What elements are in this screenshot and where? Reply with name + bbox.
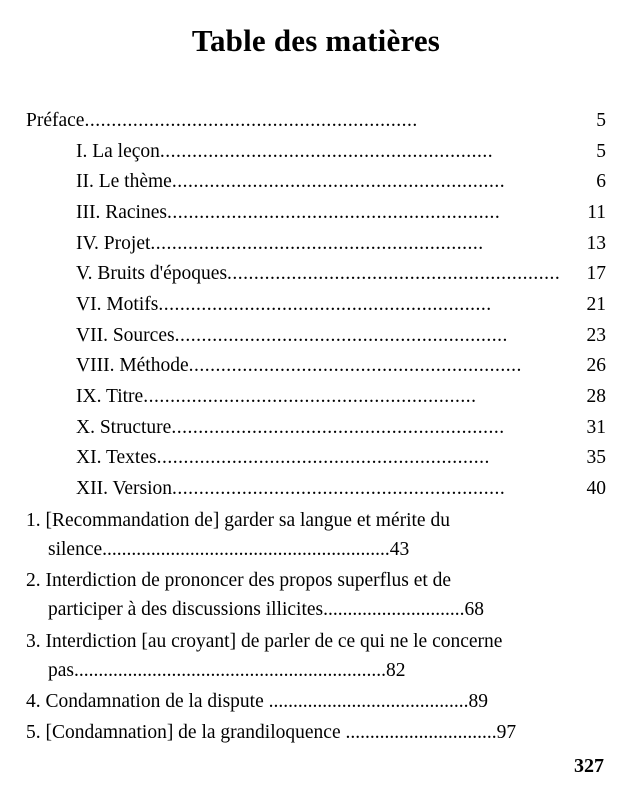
- toc-leader: ..............................................................: [143, 385, 477, 407]
- toc-entry-label: XI. Textes: [76, 447, 157, 469]
- toc-leader: ...........................................................: [102, 538, 390, 560]
- toc-entry-x[interactable]: [76, 414, 606, 443]
- toc-leader: .............................: [323, 599, 465, 621]
- toc-page-number: 5: [596, 140, 606, 162]
- page-title: Table des matières: [191, 23, 441, 58]
- toc-entry-iii[interactable]: [76, 199, 606, 228]
- toc-entry-label: IX. Titre: [76, 385, 144, 407]
- toc-entry-label-line1: 2. Interdiction de prononcer des propos superflus et de: [26, 570, 452, 592]
- toc-entry-iv[interactable]: [76, 230, 606, 259]
- toc-page-number: 97: [496, 722, 517, 744]
- toc-page-number: 82: [386, 659, 406, 681]
- toc-entry-preface[interactable]: [26, 107, 606, 136]
- toc-entry-v[interactable]: [76, 260, 606, 289]
- toc-entry-label-line1: 1. [Recommandation de] garder sa langue et mérite du: [26, 509, 450, 531]
- toc-entry-label-line2: participer à des discussions illicites: [48, 599, 324, 621]
- toc-entry-ii[interactable]: [76, 168, 606, 197]
- folio-page-number: 327: [574, 755, 604, 777]
- toc-page-number: 6: [596, 171, 606, 193]
- toc-entry-label: Préface: [26, 110, 85, 131]
- toc-entry-label: V. Bruits d'époques: [76, 263, 228, 285]
- toc-page-number: 5: [596, 110, 606, 131]
- toc-entry-chapter-1[interactable]: [26, 506, 606, 565]
- toc-entry-label: VIII. Méthode: [76, 355, 189, 377]
- toc-leader: ..............................................................: [171, 416, 505, 438]
- toc-page-number: 43: [389, 538, 410, 560]
- toc-leader: ..............................................................: [150, 232, 484, 254]
- toc-leader: .........................................: [263, 691, 469, 713]
- toc-page-number: 89: [468, 691, 489, 713]
- toc-leader: ...............................: [340, 722, 497, 744]
- toc-leader: ..............................................................: [166, 201, 501, 223]
- toc-leader: ..............................................................: [172, 477, 506, 499]
- toc-entry-label: III. Racines: [76, 201, 167, 223]
- toc-page-number: 13: [586, 232, 606, 254]
- toc-page-number: 11: [587, 201, 606, 223]
- toc-leader: ..............................................................: [227, 263, 561, 285]
- toc-entry-chapter-5[interactable]: [26, 718, 606, 747]
- toc-entry-label-line2: pas: [48, 659, 74, 681]
- toc-page-number: 31: [586, 416, 606, 438]
- toc-entry-vii[interactable]: [76, 322, 606, 351]
- toc-entry-label-line1: 4. Condamnation de la dispute: [26, 691, 264, 713]
- toc-page-number: 35: [586, 447, 606, 469]
- toc-leader: ..............................................................: [188, 355, 522, 377]
- toc-entry-label-line1: 5. [Condamnation] de la grandiloquence: [26, 722, 341, 744]
- toc-leader: ..............................................................: [84, 110, 418, 131]
- toc-leader: ................................................................: [74, 659, 386, 681]
- table-of-contents: [0, 107, 632, 748]
- toc-page-number: 26: [586, 355, 606, 377]
- toc-leader: ..............................................................: [158, 293, 492, 315]
- toc-page-number: 28: [586, 385, 606, 407]
- toc-entry-label-line2: silence: [48, 538, 103, 560]
- toc-leader: ..............................................................: [174, 324, 508, 346]
- toc-entry-label: VII. Sources: [76, 324, 175, 346]
- toc-page-number: 40: [586, 477, 606, 499]
- toc-entry-xi[interactable]: [76, 444, 606, 473]
- toc-entry-chapter-3[interactable]: [26, 627, 606, 686]
- toc-page-number: 17: [586, 263, 606, 285]
- toc-entry-chapter-2[interactable]: [26, 566, 606, 625]
- toc-entry-label: IV. Projet: [76, 232, 151, 254]
- toc-page-number: 21: [586, 293, 606, 315]
- toc-page-number: 68: [464, 599, 484, 621]
- toc-entry-label-line1: 3. Interdiction [au croyant] de parler de ce qui ne le concerne: [26, 630, 503, 652]
- toc-leader: ..............................................................: [171, 171, 506, 193]
- toc-page-number: 23: [586, 324, 606, 346]
- toc-entry-xii[interactable]: [76, 475, 606, 504]
- toc-entry-viii[interactable]: [76, 352, 606, 381]
- toc-leader: ..............................................................: [159, 140, 494, 162]
- toc-entry-label: XII. Version: [76, 477, 173, 499]
- toc-entry-label: II. Le thème: [76, 171, 172, 193]
- toc-entry-ix[interactable]: [76, 383, 606, 412]
- toc-leader: ..............................................................: [156, 447, 490, 469]
- toc-entry-i[interactable]: [76, 138, 606, 167]
- toc-entry-label: VI. Motifs: [76, 293, 159, 315]
- toc-entry-label: X. Structure: [76, 416, 172, 438]
- toc-entry-label: I. La leçon: [76, 140, 160, 162]
- toc-entry-chapter-4[interactable]: [26, 687, 606, 716]
- toc-entry-vi[interactable]: [76, 291, 606, 320]
